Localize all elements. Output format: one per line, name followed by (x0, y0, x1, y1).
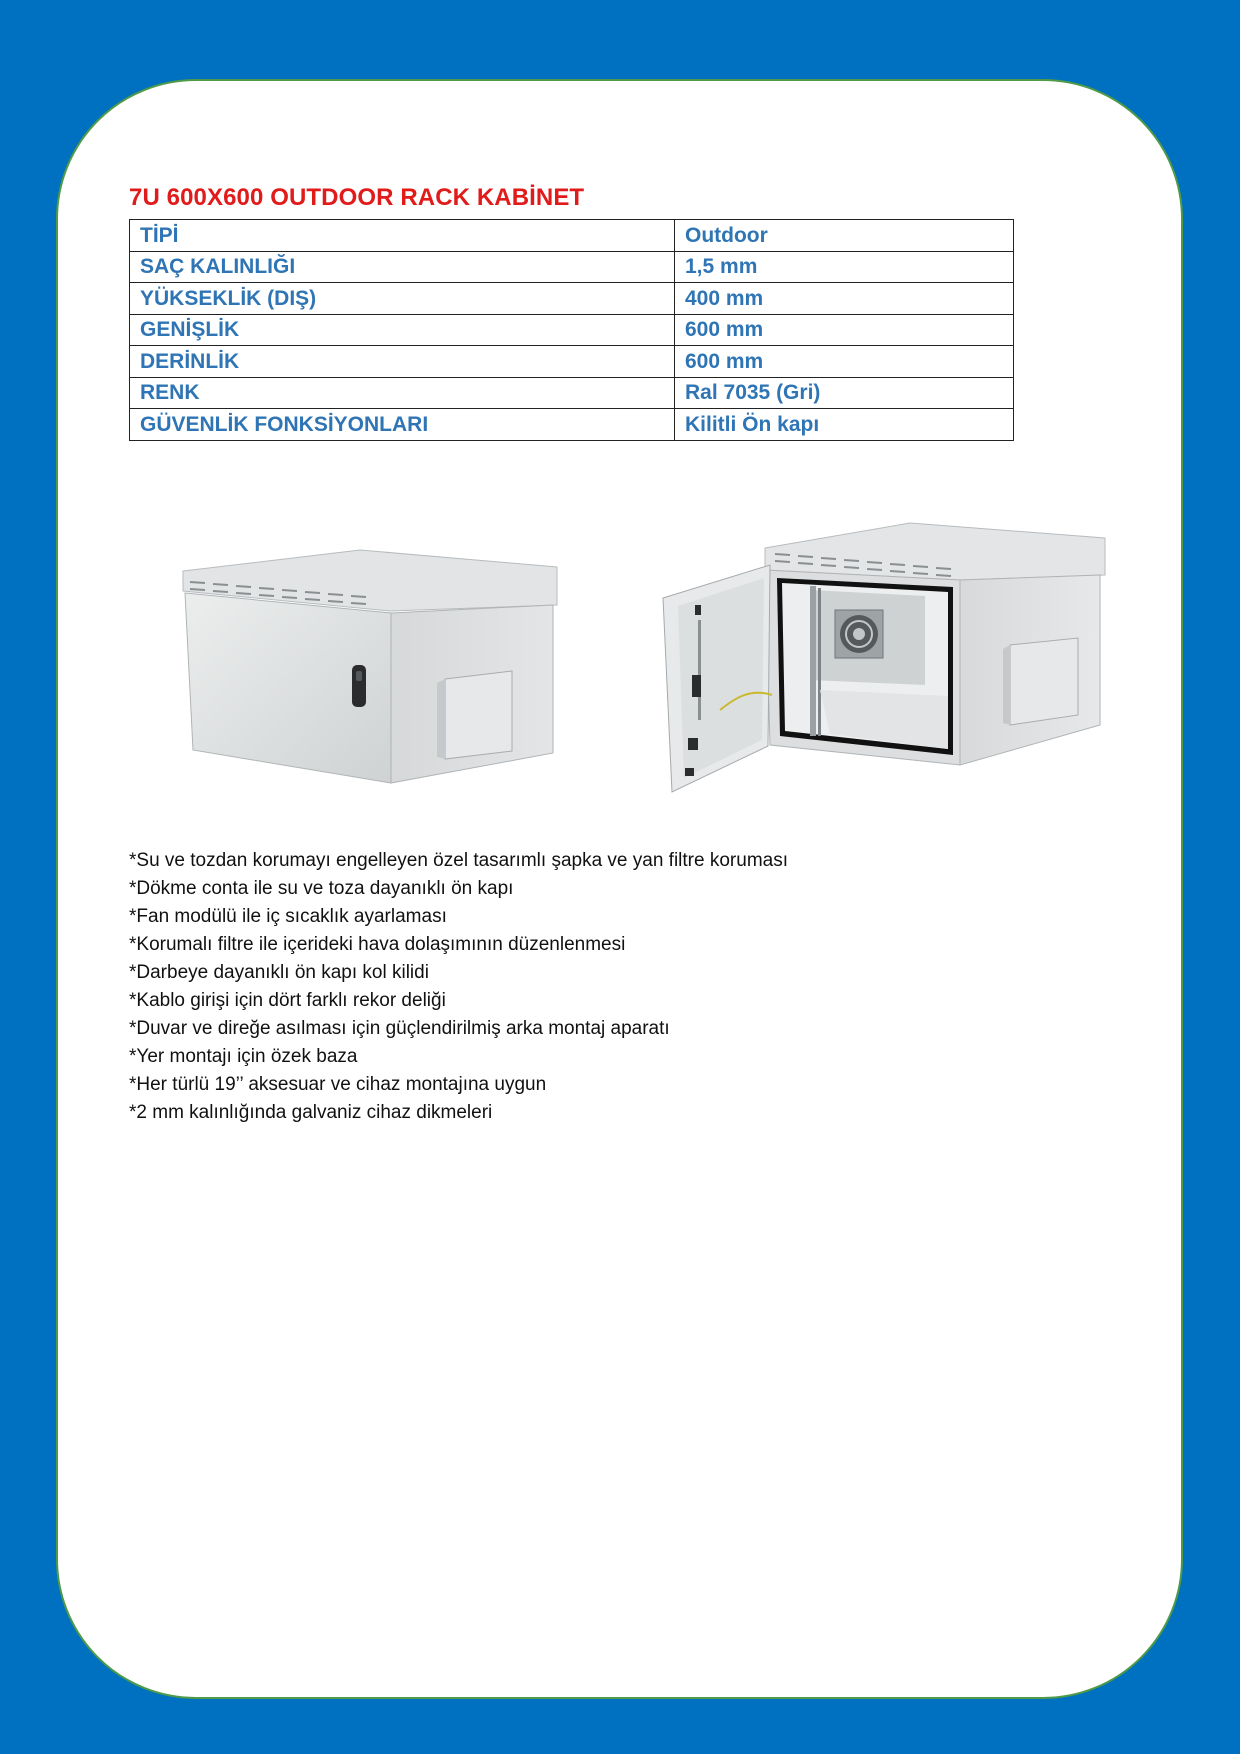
spec-row (130, 409, 1014, 441)
spec-value: Outdoor (675, 220, 1014, 252)
spec-value: 600 mm (675, 346, 1014, 378)
feature-item: *2 mm kalınlığında galvaniz cihaz dikmeleri (129, 1102, 493, 1123)
spec-row (130, 346, 1014, 378)
spec-row (130, 251, 1014, 283)
spec-label: RENK (130, 377, 675, 409)
spec-value: 1,5 mm (675, 251, 1014, 283)
feature-item: *Su ve tozdan korumayı engelleyen özel tasarımlı şapka ve yan filtre koruması (129, 850, 788, 871)
feature-item: *Darbeye dayanıklı ön kapı kol kilidi (129, 962, 429, 983)
spec-label: GÜVENLİK FONKSİYONLARI (130, 409, 675, 441)
document-title: 7U 600X600 OUTDOOR RACK KABİNET (129, 184, 585, 211)
spec-row (130, 220, 1014, 252)
spec-label: GENİŞLİK (130, 314, 675, 346)
feature-item: *Korumalı filtre ile içerideki hava dolaşımının düzenlenmesi (129, 934, 626, 955)
spec-label: DERİNLİK (130, 346, 675, 378)
feature-item: *Her türlü 19’’ aksesuar ve cihaz montajına uygun (129, 1074, 547, 1095)
feature-item: *Yer montajı için özek baza (129, 1046, 358, 1067)
feature-item: *Fan modülü ile iç sıcaklık ayarlaması (129, 906, 447, 927)
feature-list (129, 847, 788, 1127)
cabinet-closed-image (175, 545, 570, 790)
spec-value: 600 mm (675, 314, 1014, 346)
spec-row (130, 314, 1014, 346)
spec-label: YÜKSEKLİK (DIŞ) (130, 283, 675, 315)
spec-row (130, 377, 1014, 409)
spec-row (130, 283, 1014, 315)
spec-value: 400 mm (675, 283, 1014, 315)
cabinet-open-image (660, 520, 1106, 795)
spec-label: TİPİ (130, 220, 675, 252)
feature-item: *Duvar ve direğe asılması için güçlendirilmiş arka montaj aparatı (129, 1018, 670, 1039)
feature-item: *Dökme conta ile su ve toza dayanıklı ön kapı (129, 878, 514, 899)
feature-item: *Kablo girişi için dört farklı rekor deliği (129, 990, 446, 1011)
spec-label: SAÇ KALINLIĞI (130, 251, 675, 283)
spec-value: Ral 7035 (Gri) (675, 377, 1014, 409)
spec-value: Kilitli Ön kapı (675, 409, 1014, 441)
spec-table (129, 219, 1014, 441)
